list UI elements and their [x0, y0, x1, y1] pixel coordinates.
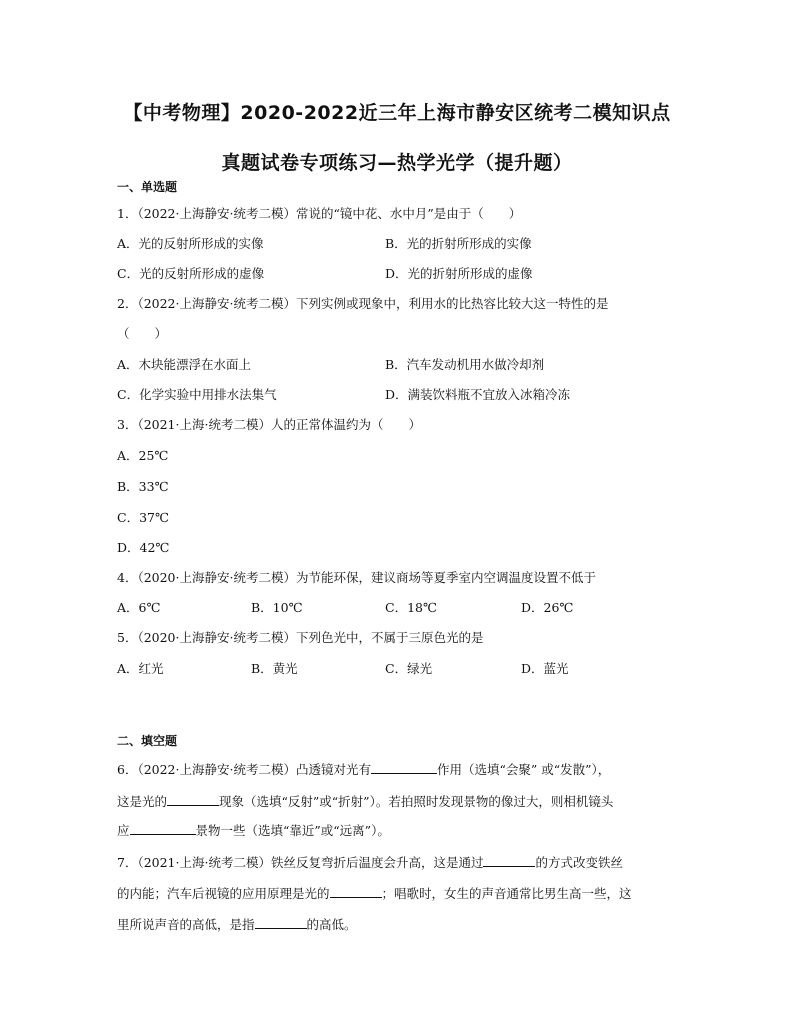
question-7-line-1	[117, 853, 623, 871]
question-4-option-d: D．26℃	[521, 600, 574, 615]
question-6-line-3	[117, 821, 390, 839]
answer-blank[interactable]	[483, 854, 535, 867]
question-7-line-3	[117, 915, 357, 933]
question-7-text: ；唱歌时，女生的声音通常比男生高一些，这	[381, 886, 632, 901]
question-6-text: 景物一些（选填“靠近”或“远离”）。	[195, 823, 390, 838]
section-heading-single-choice: 一、单选题	[117, 180, 178, 194]
question-2-stem-continued: （ ）	[117, 326, 168, 341]
question-1-option-a: A．光的反射所形成的实像	[117, 236, 264, 251]
question-5-option-c: C．绿光	[385, 661, 433, 676]
question-7-text: 的内能；汽车后视镜的应用原理是光的	[117, 886, 330, 901]
question-6-line-2	[117, 792, 613, 810]
question-3-option-b: B．33℃	[117, 479, 169, 494]
question-1-option-b: B．光的折射所形成的实像	[385, 236, 532, 251]
question-6-text: 现象（选填“反射”或“折射”）。若拍照时发现景物的像过大，则相机镜头	[219, 794, 614, 809]
question-5-option-d: D．蓝光	[521, 661, 569, 676]
question-7-line-2	[117, 884, 632, 902]
answer-blank[interactable]	[130, 822, 196, 835]
question-4-option-a: A．6℃	[117, 600, 161, 615]
question-4-stem: 4．（2020·上海静安·统考二模）为节能环保，建议商场等夏季室内空调温度设置不低于	[117, 570, 596, 585]
question-6-text: 应	[117, 823, 130, 838]
question-5-stem: 5．（2020·上海静安·统考二模）下列色光中，不属于三原色光的是	[117, 630, 484, 645]
question-6-line-1	[117, 760, 610, 778]
question-1-option-d: D．光的折射所形成的虚像	[385, 266, 533, 281]
section-heading-fill-in: 二、填空题	[117, 734, 178, 748]
question-5-option-a: A．红光	[117, 661, 164, 676]
question-7-text: 的高低。	[306, 917, 357, 932]
question-7-text: 里所说声音的高低，是指	[117, 917, 255, 932]
question-3-option-d: D．42℃	[117, 540, 170, 555]
question-2-option-d: D．满装饮料瓶不宜放入冰箱冷冻	[385, 387, 571, 402]
document-title-line-2: 真题试卷专项练习—热学光学（提升题）	[221, 152, 573, 174]
question-1-stem: 1．（2022·上海静安·统考二模）常说的“镜中花、水中月”是由于（ ）	[117, 206, 522, 221]
question-4-option-c: C．18℃	[385, 600, 437, 615]
question-2-option-b: B．汽车发动机用水做冷却剂	[385, 357, 545, 372]
question-3-stem: 3．（2021·上海·统考二模）人的正常体温约为（ ）	[117, 417, 421, 432]
question-7-text: 的方式改变铁丝	[535, 855, 623, 870]
question-7-text: 7．（2021·上海·统考二模）铁丝反复弯折后温度会升高，这是通过	[117, 855, 484, 870]
question-2-stem: 2．（2022·上海静安·统考二模）下列实例或现象中，利用水的比热容比较大这一特性的是	[117, 296, 609, 311]
answer-blank[interactable]	[255, 916, 307, 929]
question-4-option-b: B．10℃	[251, 600, 303, 615]
question-6-text: 作用（选填“会聚” 或“发散”），	[436, 762, 611, 777]
question-6-text: 这是光的	[117, 794, 168, 809]
question-2-option-c: C．化学实验中用排水法集气	[117, 387, 277, 402]
question-2-option-a: A．木块能漂浮在水面上	[117, 357, 252, 372]
question-3-option-a: A．25℃	[117, 448, 169, 463]
answer-blank[interactable]	[330, 885, 382, 898]
question-6-text: 6．（2022·上海静安·统考二模）凸透镜对光有	[117, 762, 371, 777]
answer-blank[interactable]	[371, 761, 437, 774]
question-3-option-c: C．37℃	[117, 510, 169, 525]
document-title-line-1: 【中考物理】2020-2022近三年上海市静安区统考二模知识点	[123, 102, 671, 124]
answer-blank[interactable]	[167, 793, 219, 806]
question-5-option-b: B．黄光	[251, 661, 298, 676]
question-1-option-c: C．光的反射所形成的虚像	[117, 266, 265, 281]
